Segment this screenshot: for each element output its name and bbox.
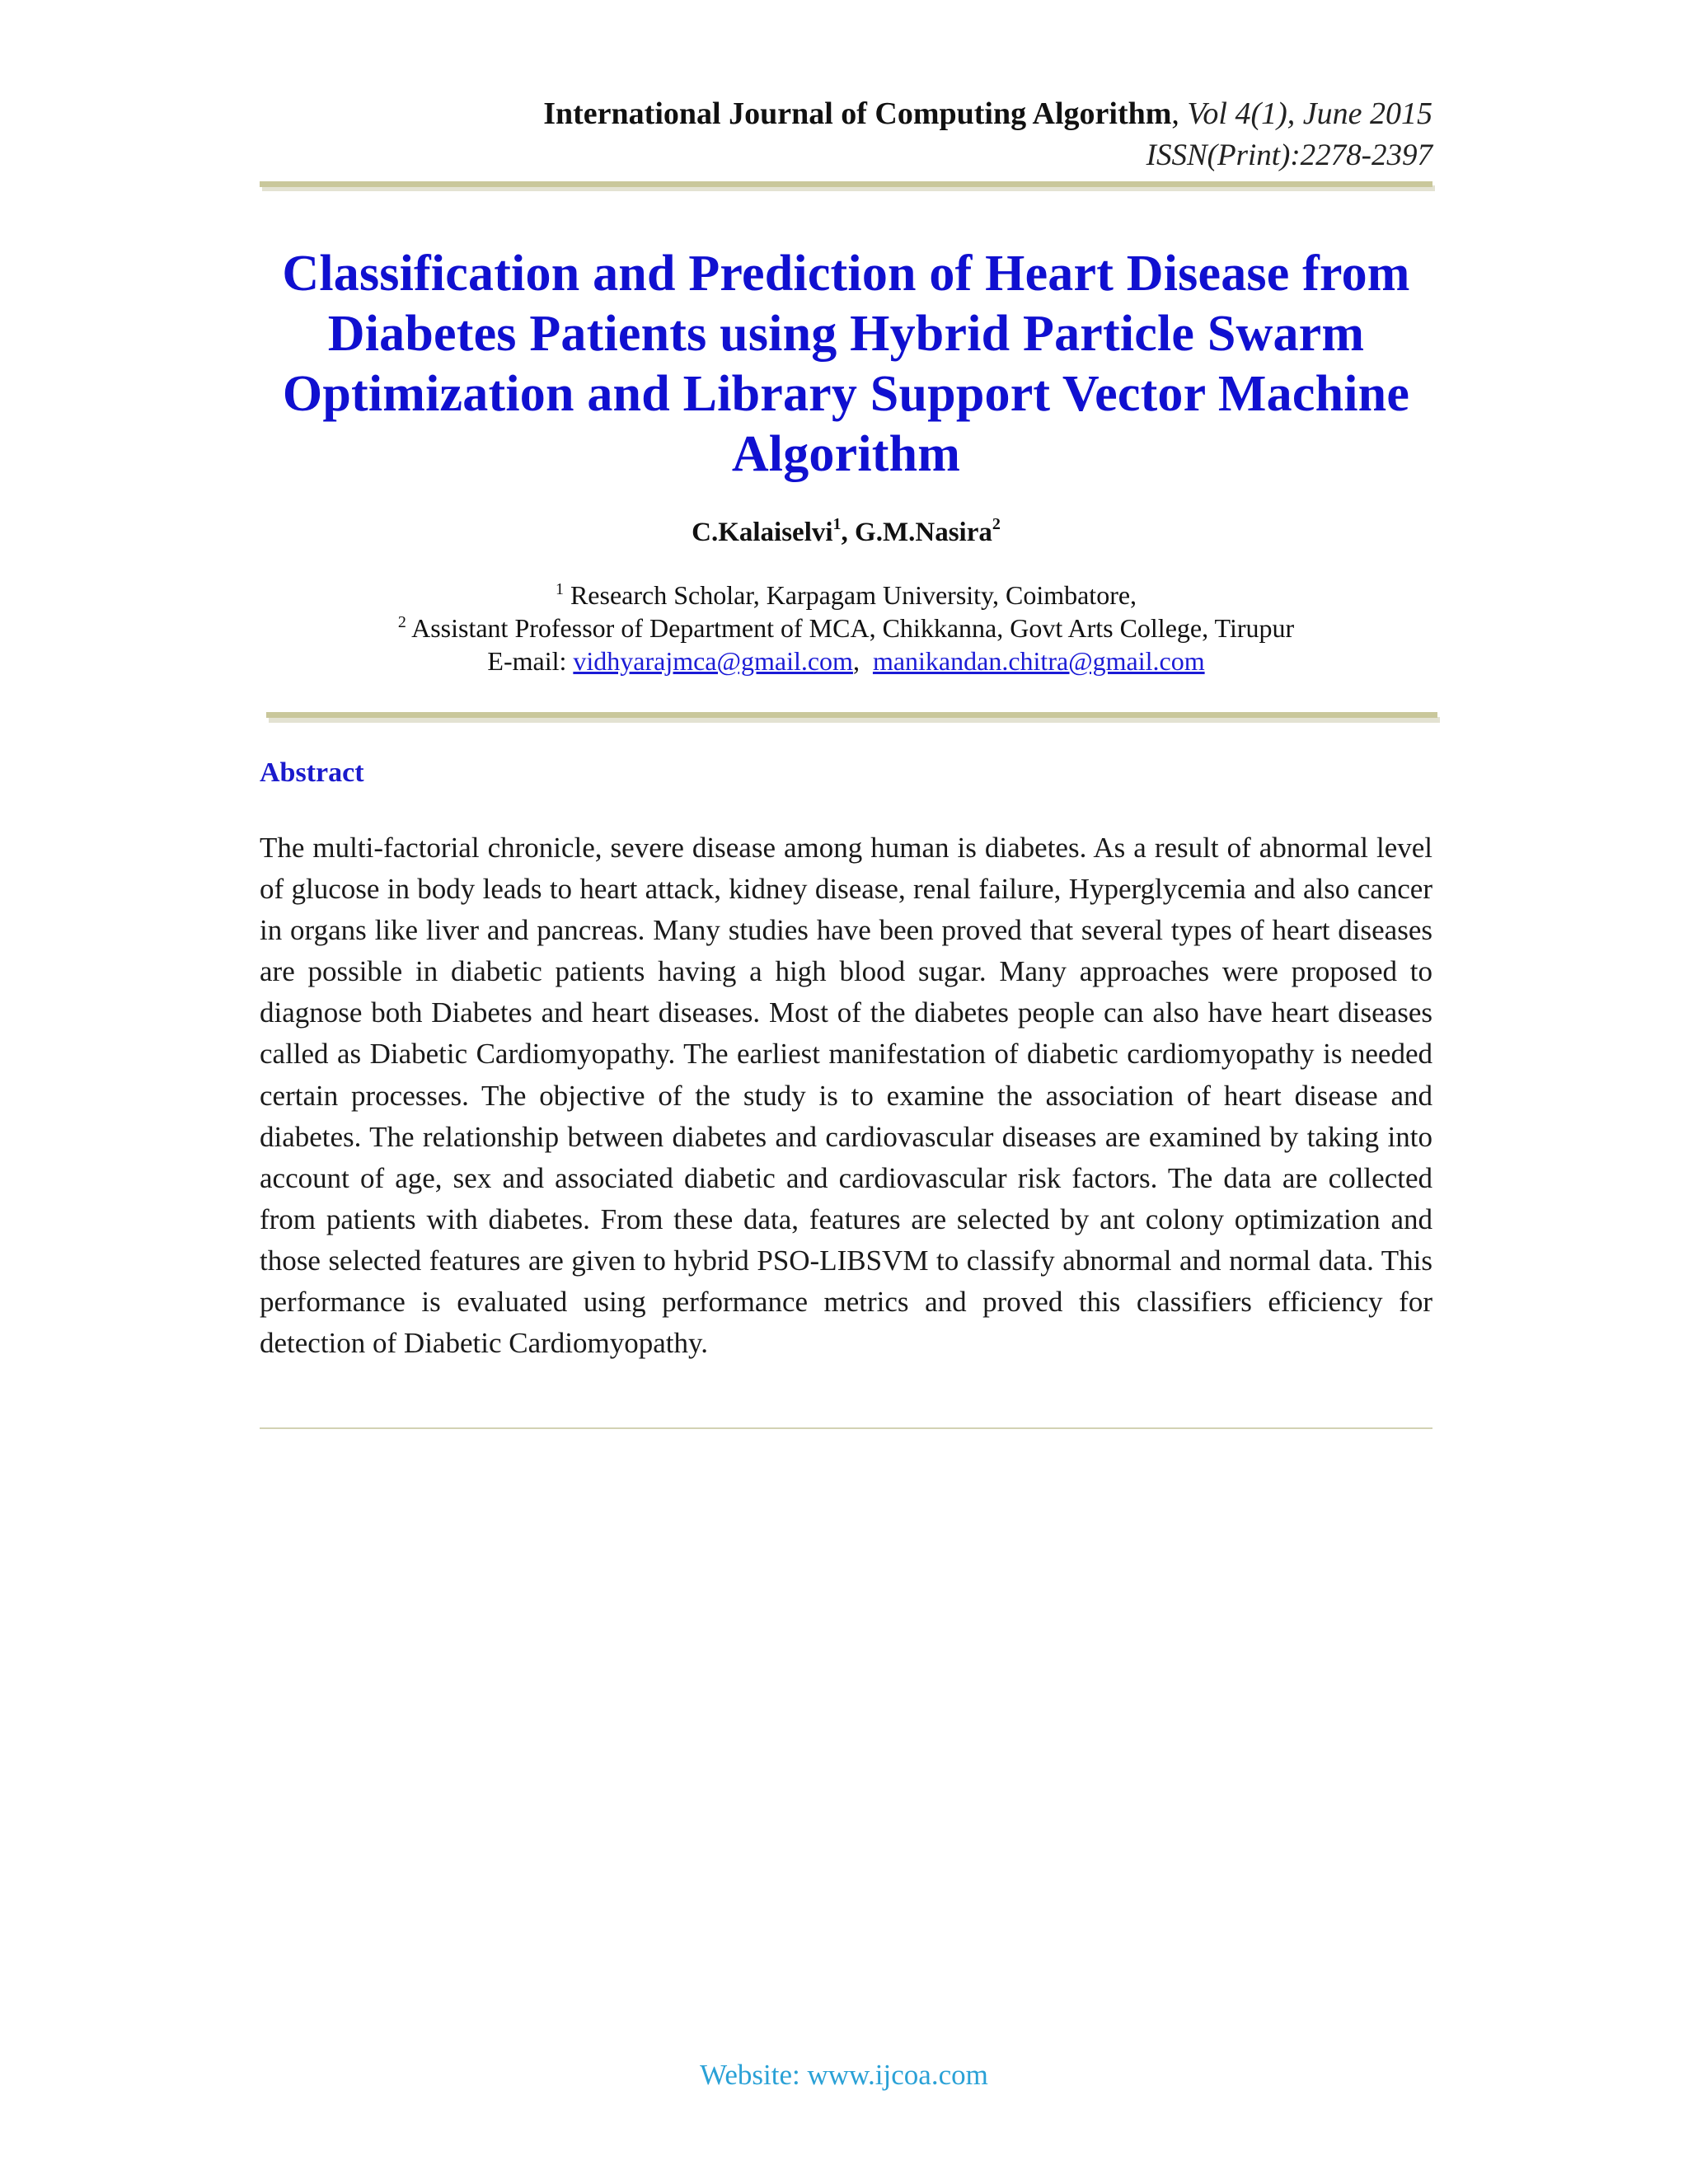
email-link[interactable]: manikandan.chitra@gmail.com [872,646,1205,676]
journal-separator: , [1171,96,1179,131]
journal-line [260,92,1432,135]
author-affiliation-mark: 2 [992,515,1001,533]
email-separator: , [852,646,860,676]
abstract-heading: Abstract [260,757,364,788]
affiliation-mark: 1 [555,580,564,598]
affiliation-2 [260,612,1432,644]
running-header [260,92,1432,176]
header-rule [260,181,1432,187]
email-line [260,644,1432,677]
affiliation-1 [260,579,1432,612]
author-separator: , [841,518,856,547]
journal-name: International Journal of Computing Algorithm [543,96,1172,131]
abstract-body: The multi-factorial chronicle, severe disease among human is diabetes. As a result of abnormal level of glucose in body leads to heart attack, kidney disease, renal failure, Hyperglycemia and also cancer in organs like liver and pancreas. Many studies have been proved that several types of heart diseases are possible in diabetic patients having a high blood sugar. Many approaches were proposed to diagnose both Diabetes and heart diseases. Most of the diabetes people can also have heart diseases called as Diabetic Cardiomyopathy. The earliest manifestation of diabetic cardiomyopathy is needed certain processes. The objective of the study is to examine the association of heart disease and diabetes. The relationship between diabetes and cardiovascular diseases are examined by taking into account of age, sex and associated diabetic and cardiovascular risk factors. The data are collected from patients with diabetes. From these data, features are selected by ant colony optimization and those selected features are given to hybrid PSO-LIBSVM to classify abnormal and normal data. This performance is evaluated using performance metrics and proved this classifiers efficiency for detection of Diabetic Cardiomyopathy. [260,832,1432,1360]
abstract-end-rule [260,1427,1432,1429]
author-name: C.Kalaiselvi [692,518,833,547]
affiliation-text: Assistant Professor of Department of MCA, Chikkanna, Govt Arts College, Tirupur [411,613,1295,643]
title-rule-shadow [269,717,1440,723]
affiliations [260,579,1432,677]
title-rule [266,712,1437,718]
author-name: G.M.Nasira [855,518,992,547]
journal-volume: Vol 4(1), June 2015 [1187,96,1432,131]
title-block [260,244,1432,677]
affiliation-text: Research Scholar, Karpagam University, Coimbatore, [570,580,1137,610]
paper-title: Classification and Prediction of Heart Disease from Diabetes Patients using Hybrid Particle Swarm Optimization and Library Support Vector Machine Algorithm [282,246,1410,482]
website-footer: Website: www.ijcoa.com [700,2059,988,2091]
affiliation-mark: 2 [397,613,406,631]
email-label: E-mail: [487,646,567,676]
author-list [260,514,1432,551]
journal-issn: ISSN(Print):2278-2397 [1146,138,1432,172]
email-link[interactable]: vidhyarajmca@gmail.com [573,646,853,676]
author-affiliation-mark: 1 [832,515,842,533]
